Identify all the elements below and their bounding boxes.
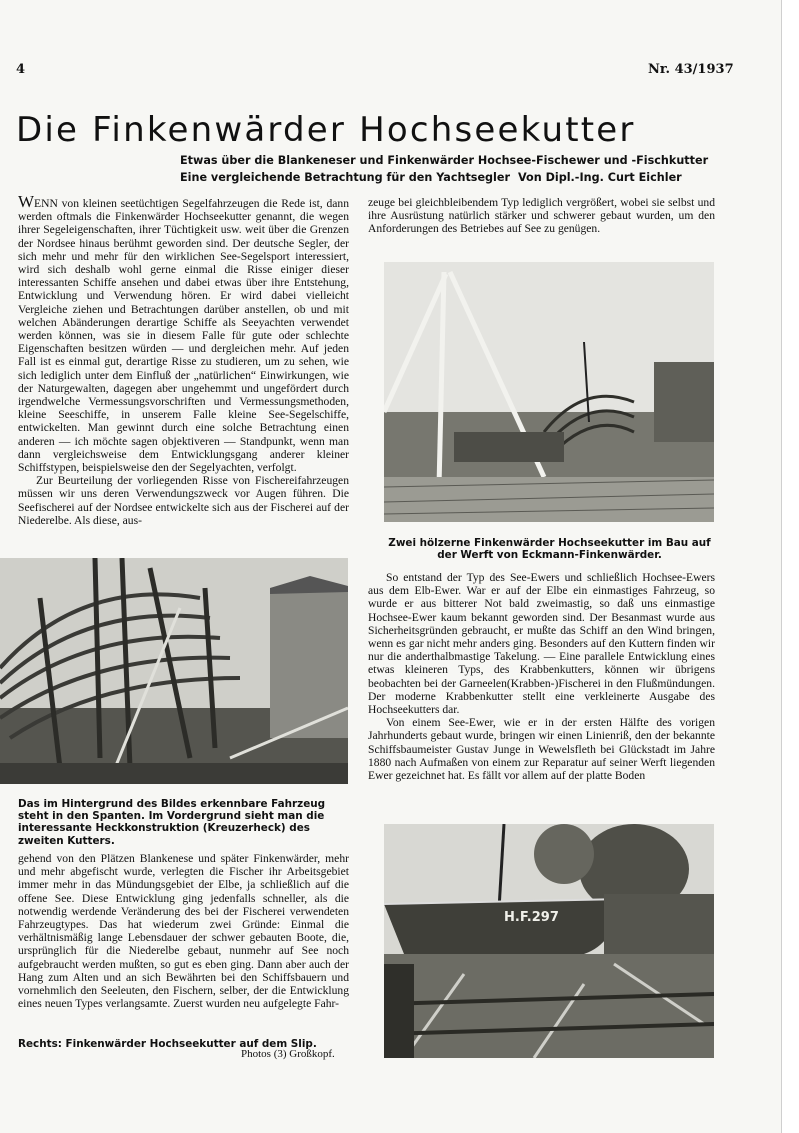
photo-cutter-slip-image	[384, 824, 714, 1058]
caption-right-bottom-photo: Rechts: Finkenwärder Hochseekutter auf dem Slip.	[18, 1038, 317, 1050]
photo-boat-frames	[0, 558, 348, 784]
photo-cutters-image	[384, 262, 714, 522]
paragraph: Zur Beurteilung der vorliegenden Risse von Fischereifahrzeugen müssen wir uns deren Verwendungszweck vor Augen führen. Die Seefischerei auf der Nordsee entwickelte sich aus der Fischerei auf der Niederelbe. Als diese, aus-	[18, 474, 349, 527]
column-left-top	[18, 192, 349, 527]
hull-marking: H.F.297	[504, 910, 559, 925]
issue-number: Nr. 43/1937	[648, 62, 734, 77]
page-number: 4	[16, 62, 26, 77]
paragraph: gehend von den Plätzen Blankenese und später Finkenwärder, mehr und mehr abgefischt wurde, verlegten die Fischer ihr Arbeitsgebiet immer mehr in das Mündungsgebiet der Elbe, ja schließlich auf die offene See. Diese Entwicklung ging jedenfalls schneller, als die notwendig werdende Veränderung des bei der Fischerei verwendeten Fahrzeugtypes. Das hat wiederum zwei Gründe: Einmal die verhältnismäßig lange Lebensdauer der schwer gebauten Boote, die, ursprünglich für die Niederelbe gebaut, nunmehr auf See noch aufgebraucht werden mußten, so gut es eben ging. Dann aber auch der Hang zum Alten und an sich Bewährten bei den Schiffsbauern und vornehmlich den Seeleuten, den Fischern, selber, der die Entwicklung eines neuen Types verlangsamte. Zuerst wurden neu aufgelegte Fahr-	[18, 852, 349, 1011]
paragraph	[18, 192, 349, 475]
photo-boat-frames-image	[0, 558, 348, 784]
column-right-middle	[368, 571, 715, 782]
subtitle-line-1: Etwas über die Blankeneser und Finkenwärder Hochsee-Fischewer und -Fischkutter	[180, 154, 709, 167]
paragraph: zeuge bei gleichbleibendem Typ lediglich vergrößert, wobei sie selbst und ihre Ausrüstung natürlich stärker und schwerer gebaut wurden, um den Anforderungen des Betriebes auf See zu genügen.	[368, 196, 715, 236]
photo-credit: Photos (3) Großkopf.	[241, 1048, 335, 1060]
paragraph: Von einem See-Ewer, wie er in der ersten Hälfte des vorigen Jahrhunderts gebaut wurde, bringen wir einen Linienriß, den der bekannte Schiffsbaumeister Gustav Junge in Wewelsfleth bei Glückstadt im Jahre 1880 nach Aufmaßen von einem zur Reparatur auf seiner Werft liegenden Ewer gezeichnet hat. Es fällt vor allem auf der platte Boden	[368, 716, 715, 783]
caption-right-top-photo: Zwei hölzerne Finkenwärder Hochseekutter im Bau auf der Werft von Eckmann-Finkenwärder.	[388, 537, 711, 562]
column-right-top	[368, 196, 715, 236]
photo-cutter-on-slip	[384, 824, 714, 1058]
column-left-bottom	[18, 852, 349, 1010]
author-byline: Von Dipl.-Ing. Curt Eichler	[518, 171, 682, 184]
subtitle-line-2: Eine vergleichende Betrachtung für den Yachtsegler	[180, 171, 510, 184]
caption-left-photo: Das im Hintergrund des Bildes erkennbare Fahrzeug steht in den Spanten. Im Vordergrund sieht man die interessante Heckkonstruktion (Kreuzerheck) des zweiten Kutters.	[18, 798, 326, 847]
article-title: Die Finkenwärder Hochseekutter	[16, 110, 636, 150]
photo-cutters-in-construction	[384, 262, 714, 522]
page-edge	[781, 0, 799, 1133]
paragraph: So entstand der Typ des See-Ewers und schließlich Hochsee-Ewers aus dem Elb-Ewer. War er auf der Elbe ein einmastiges Fahrzeug, so wurde er aus bitterer Not bald zweimastig, so daß uns einmastige Hochsee-Ewer kaum bekannt geworden sind. Der Besanmast wurde aus Sicherheitsgründen gebraucht, er mußte das Schiff an den Wind bringen, wenn es gar nicht mehr anders ging. Besonders auf den Kuttern finden wir nur die anderthalbmastige Takelung. — Eine parallele Entwicklung eines etwas kleineren Typs, des Krabbenkutters, können wir übrigens beobachten bei der Garneelen(Krabben-)Fischerei in den Flußmündungen. Der moderne Krabbenkutter stellt eine verkleinerte Ausgabe des Hochseekutters dar.	[368, 571, 715, 717]
paragraph-text: ENN von kleinen seetüchtigen Segelfahrzeugen die Rede ist, dann werden oftmals die Finkenwärder Hochseekutter genannt, die wegen ihrer Segeleigenschaften, ihrer Tüchtigkeit usw. weit über die Grenzen der Nordsee hinaus berühmt geworden sind. Der deutsche Segler, der sich mehr und mehr für den wirklichen See-Segelsport interessiert, wird sich deshalb wohl gerne einmal die Risse einiger dieser interessanten Schiffe ansehen und dabei etwas über ihre Entstehung, Entwicklung und Verwendung hören. Er wird dabei vielleicht Vergleiche ziehen und Betrachtungen darüber anstellen, ob und mit welchen Abänderungen derartige Schiffe als Seeyachten verwendet werden können, was sie in diesem Falle für gute oder schlechte Eigenschaften besitzen würden — und dergleichen mehr. Auf jeden Fall ist es einmal gut, derartige Risse zu studieren, um zu sehen, wie sich lediglich unter dem Einfluß der „natürlichen“ Einwirkungen, wie der Naturgewalten, dagegen aber ungehemmt und ungefördert durch irgendwelche Vermessungsvorschriften und Vermessungsmethoden, kleine Seeschiffe, in unserem Falle kleine See-Segelschiffe, entwickelten. Man gewinnt durch eine solche Betrachtung einen anderen — ich möchte sagen objektiveren — Standpunkt, wenn man dann vergleichsweise dem Entwicklungsgang anderer kleiner Schiffstypen, beispielsweise den der Segelyachten, verfolgt.	[18, 197, 349, 475]
drop-initial: W	[18, 192, 35, 211]
